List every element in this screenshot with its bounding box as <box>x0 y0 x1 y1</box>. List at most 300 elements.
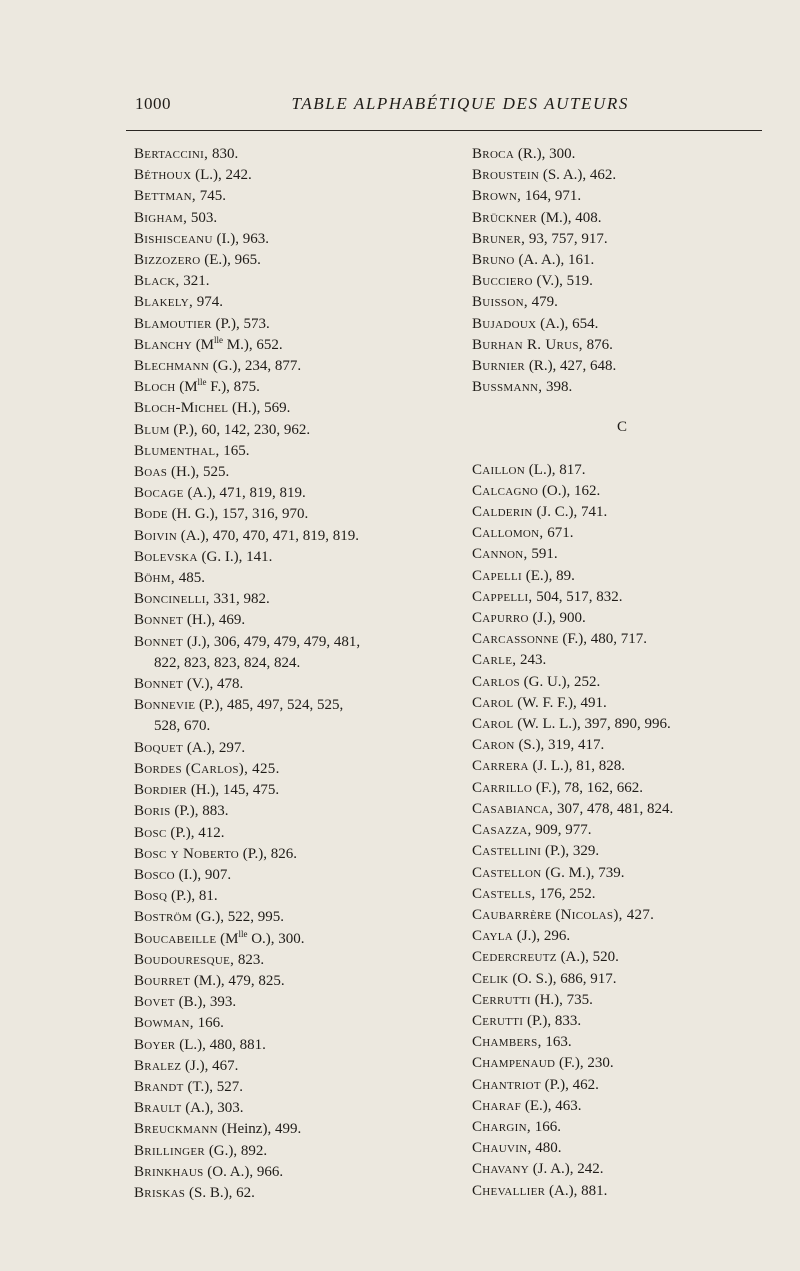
index-entry <box>134 165 464 186</box>
left-column <box>134 144 464 1204</box>
author-name: Bloch <box>134 379 176 396</box>
page-references: (H.), 469. <box>186 612 246 629</box>
page-references: 176, 252. <box>539 885 596 902</box>
page-references: (P.), 412. <box>170 824 225 841</box>
page-references: (W. F. F.), 491. <box>517 694 607 711</box>
page-references: (A.), 654. <box>540 315 599 332</box>
index-entry <box>134 462 464 483</box>
index-entry <box>134 1035 464 1056</box>
page-references: (I.), 907. <box>178 866 232 883</box>
author-name: Bosc y Noberto <box>134 845 240 862</box>
author-name: Blumenthal, <box>134 442 220 459</box>
index-entry <box>472 460 772 481</box>
index-entry <box>472 1159 772 1180</box>
page-references: (V.), 478. <box>186 676 244 693</box>
page-references: (T.), 527. <box>187 1078 243 1095</box>
index-entry <box>134 292 464 313</box>
author-name: Bruner, <box>472 230 526 247</box>
page-references: (H.), 569. <box>232 400 291 417</box>
page-references: (J. L.), 81, 828. <box>532 758 625 775</box>
index-entry <box>472 820 772 841</box>
author-name: Capurro <box>472 610 529 627</box>
page-references: 165. <box>223 442 250 459</box>
index-entry <box>134 356 464 377</box>
page-references: 164, 971. <box>524 188 582 205</box>
page-references: 307, 478, 481, 824. <box>556 800 674 817</box>
author-name: Celik <box>472 970 509 987</box>
author-name: Bruno <box>472 252 515 269</box>
author-name: Boivin <box>134 527 177 544</box>
page-references: 485. <box>178 570 205 587</box>
author-name: Champenaud <box>472 1055 556 1072</box>
author-name: Boas <box>134 464 168 481</box>
index-entry <box>134 780 464 801</box>
author-name: Cerutti <box>472 1012 524 1029</box>
index-entry <box>134 547 464 568</box>
index-entry <box>134 568 464 589</box>
author-name: Brandt <box>134 1078 184 1095</box>
page-references: M.), 652. <box>223 336 283 353</box>
index-entry <box>472 608 772 629</box>
index-entry <box>134 186 464 207</box>
index-entry <box>472 947 772 968</box>
page-references: 671. <box>547 525 574 542</box>
title-prefix: (M <box>195 336 215 353</box>
page-references: 243. <box>520 652 547 669</box>
index-entry <box>134 144 464 165</box>
index-entry <box>134 335 464 356</box>
author-name: Caubarrère <box>472 906 552 923</box>
author-name: Bertaccini, <box>134 146 209 162</box>
page-references: 166. <box>534 1118 561 1135</box>
index-entry <box>134 483 464 504</box>
author-name: Castellini <box>472 843 542 860</box>
index-entry <box>134 589 464 610</box>
author-name: Carol <box>472 694 514 711</box>
author-name: Bizzozero <box>134 252 201 269</box>
author-name: Blanchy <box>134 336 192 353</box>
author-name: Bosco <box>134 866 175 883</box>
author-name: Black, <box>134 273 180 290</box>
author-name: Blamoutier <box>134 315 212 332</box>
author-name: Carcassonne <box>472 631 559 648</box>
author-name: Bolevska <box>134 548 198 565</box>
author-name: Bordes <box>134 760 182 777</box>
page-references-continued: 822, 823, 823, 824, 824. <box>154 654 301 671</box>
author-name: Bosc <box>134 824 167 841</box>
running-title: TABLE ALPHABÉTIQUE DES AUTEURS <box>291 94 629 113</box>
index-entry <box>472 672 772 693</box>
right-column <box>472 144 772 1202</box>
author-name: Broustein <box>472 167 540 184</box>
page-references: (J. C.), 741. <box>536 504 608 521</box>
index-entry <box>134 971 464 992</box>
author-name: Bonnevie <box>134 697 196 714</box>
index-entry <box>472 884 772 905</box>
page-references: (A.), 471, 819, 819. <box>187 485 306 502</box>
author-name: Bonnet <box>134 676 184 693</box>
author-name: Bonnet <box>134 612 184 629</box>
author-name: Cayla <box>472 928 514 945</box>
author-name: Carle, <box>472 652 517 669</box>
page-references: 331, 982. <box>213 591 270 608</box>
author-name: Bussmann, <box>472 379 543 396</box>
page-references: (P.), 573. <box>215 315 270 332</box>
page-references: (S.), 319, 417. <box>518 737 605 754</box>
author-name: Caron <box>472 737 515 754</box>
index-entry <box>472 1053 772 1074</box>
title-superscript: lle <box>197 377 207 388</box>
author-name: Boncinelli, <box>134 591 210 608</box>
index-entry <box>134 1056 464 1077</box>
index-entry <box>472 863 772 884</box>
author-name: Béthoux <box>134 167 192 184</box>
index-entry <box>134 695 464 737</box>
index-entry <box>472 714 772 735</box>
index-entry <box>472 481 772 502</box>
index-entry <box>472 186 772 207</box>
index-entry <box>472 229 772 250</box>
page-references-continued: 528, 670. <box>154 718 211 735</box>
index-entry <box>134 314 464 335</box>
index-entry <box>472 544 772 565</box>
author-name: Boris <box>134 803 171 820</box>
page-references: (G.), 234, 877. <box>212 358 302 375</box>
author-name: Cerrutti <box>472 991 531 1008</box>
page-references: (H.), 525. <box>170 464 230 481</box>
page-references: (J. A.), 242. <box>532 1161 604 1178</box>
index-entry <box>472 1096 772 1117</box>
index-entry <box>134 674 464 695</box>
page-references: (P.), 883. <box>174 803 229 820</box>
page-references: 163. <box>545 1034 572 1051</box>
page-references: (A. A.), 161. <box>518 252 595 269</box>
index-entry <box>472 208 772 229</box>
page-references: (R.), 427, 648. <box>528 358 617 375</box>
title-superscript: lle <box>238 928 248 939</box>
index-entry <box>134 1098 464 1119</box>
author-name: Bujadoux <box>472 315 537 332</box>
author-name: Castellon <box>472 864 542 881</box>
index-entry <box>134 907 464 928</box>
index-entry <box>134 398 464 419</box>
author-name: Bloch-Michel <box>134 400 229 417</box>
index-entry <box>472 1181 772 1202</box>
author-name: Castells, <box>472 885 536 902</box>
author-name: Bourret <box>134 972 191 989</box>
page-references: (F.), 480, 717. <box>562 631 648 648</box>
index-entry <box>472 250 772 271</box>
index-entry <box>472 523 772 544</box>
index-entry <box>134 992 464 1013</box>
author-name: Brillinger <box>134 1142 206 1159</box>
author-name: Brown, <box>472 188 522 205</box>
index-entry <box>472 990 772 1011</box>
index-entry <box>134 377 464 398</box>
page-references: (H. G.), 157, 316, 970. <box>171 506 309 523</box>
index-entry <box>472 778 772 799</box>
index-entry <box>134 886 464 907</box>
author-name: Bordier <box>134 782 188 799</box>
page-references: (A.), 520. <box>560 949 619 966</box>
author-name: Carol <box>472 716 514 733</box>
page-references: (P.), 329. <box>544 843 600 860</box>
page-references: O.), 300. <box>247 930 305 947</box>
index-entry <box>134 1162 464 1183</box>
author-name: Cedercreutz <box>472 949 557 966</box>
index-entry <box>134 271 464 292</box>
page-references: 745. <box>199 188 226 205</box>
page-references: F.), 875. <box>206 379 260 396</box>
header-rule <box>126 130 762 131</box>
page-references: (J.), 467. <box>185 1057 239 1074</box>
author-name: Casabianca, <box>472 800 554 817</box>
right-column-b-entries <box>472 144 772 398</box>
author-name: Brinkhaus <box>134 1163 204 1180</box>
page-references: (P.), 485, 497, 524, 525, <box>199 697 344 714</box>
index-entry <box>134 441 464 462</box>
author-name: Bosq <box>134 888 168 905</box>
author-name: Chargin, <box>472 1118 531 1135</box>
author-name: Calderin <box>472 504 533 521</box>
index-entry <box>472 1032 772 1053</box>
author-name: Casazza, <box>472 822 532 839</box>
page-references: (J.), 900. <box>532 610 586 627</box>
author-name: Bowman, <box>134 1015 194 1032</box>
page-references: (O.), 162. <box>541 482 601 499</box>
page-references: 479. <box>531 294 558 311</box>
index-entry <box>472 271 772 292</box>
page-references: 876. <box>586 336 613 353</box>
author-name: Chambers, <box>472 1034 542 1051</box>
page-references: (F.), 78, 162, 662. <box>535 779 643 796</box>
author-name: Brault <box>134 1100 182 1117</box>
page-references: 830. <box>211 146 239 162</box>
index-entry <box>472 841 772 862</box>
author-name: Caillon <box>472 461 526 478</box>
author-name: Boyer <box>134 1036 176 1053</box>
title-prefix: (M <box>179 379 198 396</box>
index-entry <box>472 1138 772 1159</box>
index-entry <box>472 756 772 777</box>
author-name: Blakely, <box>134 294 194 311</box>
author-name: Burhan R. Urus, <box>472 336 583 353</box>
index-entry <box>134 865 464 886</box>
index-entry <box>472 292 772 313</box>
index-entry <box>134 526 464 547</box>
author-name: Böhm, <box>134 570 175 587</box>
index-entry <box>134 759 464 780</box>
author-name: Burnier <box>472 358 526 375</box>
index-entry <box>134 929 464 950</box>
index-entry <box>134 208 464 229</box>
index-entry <box>472 144 772 165</box>
author-name: Chauvin, <box>472 1140 532 1157</box>
index-entry <box>472 735 772 756</box>
page-header <box>135 94 629 118</box>
index-entry <box>472 1011 772 1032</box>
index-entry <box>472 629 772 650</box>
page-references: 480. <box>535 1140 562 1157</box>
author-name: Bonnet <box>134 633 184 650</box>
page-references: 321. <box>183 273 210 290</box>
page-references: (P.), 826. <box>242 845 297 862</box>
page-references: (A.), 470, 470, 471, 819, 819. <box>180 527 360 544</box>
index-entry <box>134 1077 464 1098</box>
index-entry <box>134 1013 464 1034</box>
page-references: (L.), 817. <box>528 461 586 478</box>
page-references: (P.), 833. <box>526 1012 582 1029</box>
author-name: Chantriot <box>472 1076 541 1093</box>
author-name: Boucabeille <box>134 930 217 947</box>
page-references: (O. A.), 966. <box>207 1163 284 1180</box>
index-entry <box>134 250 464 271</box>
page-references: (G. U.), 252. <box>523 673 601 690</box>
index-entry <box>472 566 772 587</box>
author-name: Carrillo <box>472 779 533 796</box>
page-references: 909, 977. <box>535 822 592 839</box>
author-name: Bocage <box>134 485 184 502</box>
page-references: (S. A.), 462. <box>542 167 617 184</box>
page-references: (L.), 480, 881. <box>179 1036 266 1053</box>
page-references: 823. <box>237 951 265 968</box>
page-references: (G. I.), 141. <box>201 548 273 565</box>
index-entry <box>472 502 772 523</box>
author-name: Bovet <box>134 994 175 1011</box>
author-name: Charaf <box>472 1097 522 1114</box>
page-references: (P.), 81. <box>170 888 218 905</box>
page-references: (Nicolas), 427. <box>555 906 655 923</box>
title-superscript: lle <box>214 334 224 345</box>
page-references: (E.), 965. <box>204 252 261 269</box>
index-entry <box>134 801 464 822</box>
right-column-c-entries <box>472 460 772 1202</box>
page-references: (P.), 462. <box>544 1076 599 1093</box>
page-references: 93, 757, 917. <box>528 230 608 247</box>
page-references: (Carlos), 425. <box>185 760 280 777</box>
author-name: Blum <box>134 421 170 438</box>
author-name: Capelli <box>472 567 522 584</box>
author-name: Breuckmann <box>134 1121 218 1138</box>
page-references: (B.), 393. <box>178 994 237 1011</box>
author-name: Carlos <box>472 673 520 690</box>
index-entry <box>472 335 772 356</box>
page-references: (A.), 881. <box>549 1182 608 1199</box>
index-entry <box>472 377 772 398</box>
page-references: (E.), 89. <box>525 567 575 584</box>
author-name: Buisson, <box>472 294 528 311</box>
page-references: (H.), 145, 475. <box>190 782 280 799</box>
author-name: Broca <box>472 146 515 162</box>
index-entry <box>472 1117 772 1138</box>
page-references: 974. <box>196 294 224 311</box>
page-number: 1000 <box>135 94 171 113</box>
page-references: (Heinz), 499. <box>221 1121 302 1138</box>
index-entry <box>472 1075 772 1096</box>
page-references: (L.), 242. <box>195 167 252 184</box>
index-entry <box>472 799 772 820</box>
author-name: Bralez <box>134 1057 182 1074</box>
index-entry <box>472 356 772 377</box>
author-name: Brückner <box>472 209 537 226</box>
page-references: (J.), 306, 479, 479, 479, 481, <box>186 633 361 650</box>
author-name: Bode <box>134 506 168 523</box>
author-name: Boudouresque, <box>134 951 235 968</box>
author-name: Chavany <box>472 1161 529 1178</box>
index-entry <box>134 1183 464 1204</box>
index-entry <box>134 504 464 525</box>
author-name: Boquet <box>134 739 184 756</box>
page-references: 504, 517, 832. <box>536 588 623 605</box>
author-name: Callomon, <box>472 525 544 542</box>
index-entry <box>472 650 772 671</box>
index-entry <box>134 738 464 759</box>
author-name: Bucciero <box>472 273 533 290</box>
page-references: (A.), 303. <box>185 1100 244 1117</box>
index-entry <box>134 950 464 971</box>
page-references: (A.), 297. <box>186 739 246 756</box>
author-name: Briskas <box>134 1184 186 1201</box>
page-references: (R.), 300. <box>517 146 576 162</box>
index-entry <box>472 314 772 335</box>
page-references: (V.), 519. <box>536 273 593 290</box>
author-name: Bishisceanu <box>134 230 213 247</box>
page-references: (S. B.), 62. <box>188 1184 255 1201</box>
author-name: Bettman, <box>134 188 196 205</box>
page-references: 503. <box>190 209 218 226</box>
author-name: Bigham, <box>134 209 188 226</box>
index-entry <box>472 969 772 990</box>
page-references: (F.), 230. <box>559 1055 614 1072</box>
page-references: (G.), 892. <box>208 1142 268 1159</box>
page-references: (W. L. L.), 397, 890, 996. <box>517 716 671 733</box>
page-references: (E.), 463. <box>524 1097 582 1114</box>
index-entry <box>472 926 772 947</box>
page-references: (M.), 408. <box>540 209 602 226</box>
page-references: (P.), 60, 142, 230, 962. <box>173 421 311 438</box>
index-entry <box>472 587 772 608</box>
index-entry <box>134 229 464 250</box>
page-references: 166. <box>197 1015 224 1032</box>
page-references: (I.), 963. <box>216 230 269 247</box>
author-name: Calcagno <box>472 482 539 499</box>
section-letter: C <box>616 419 627 436</box>
index-entry <box>134 1141 464 1162</box>
author-name: Carrera <box>472 758 529 775</box>
index-entry <box>134 610 464 631</box>
page-references: 398. <box>546 379 573 396</box>
page-references: (J.), 296. <box>516 928 571 945</box>
page-references: (H.), 735. <box>534 991 593 1008</box>
author-name: Cappelli, <box>472 588 533 605</box>
author-name: Cannon, <box>472 546 528 563</box>
title-prefix: (M <box>220 930 239 947</box>
index-entry <box>134 632 464 674</box>
index-entry <box>472 905 772 926</box>
author-name: Boström <box>134 909 192 926</box>
index-entry <box>134 844 464 865</box>
page-references: (O. S.), 686, 917. <box>512 970 617 987</box>
author-name: Chevallier <box>472 1182 546 1199</box>
author-name: Blechmann <box>134 358 210 375</box>
index-entry <box>134 823 464 844</box>
page-references: (G.), 522, 995. <box>195 909 285 926</box>
index-entry <box>472 165 772 186</box>
index-entry <box>134 1119 464 1140</box>
page-references: (G. M.), 739. <box>545 864 625 881</box>
page-references: (M.), 479, 825. <box>193 972 285 989</box>
index-entry <box>472 693 772 714</box>
